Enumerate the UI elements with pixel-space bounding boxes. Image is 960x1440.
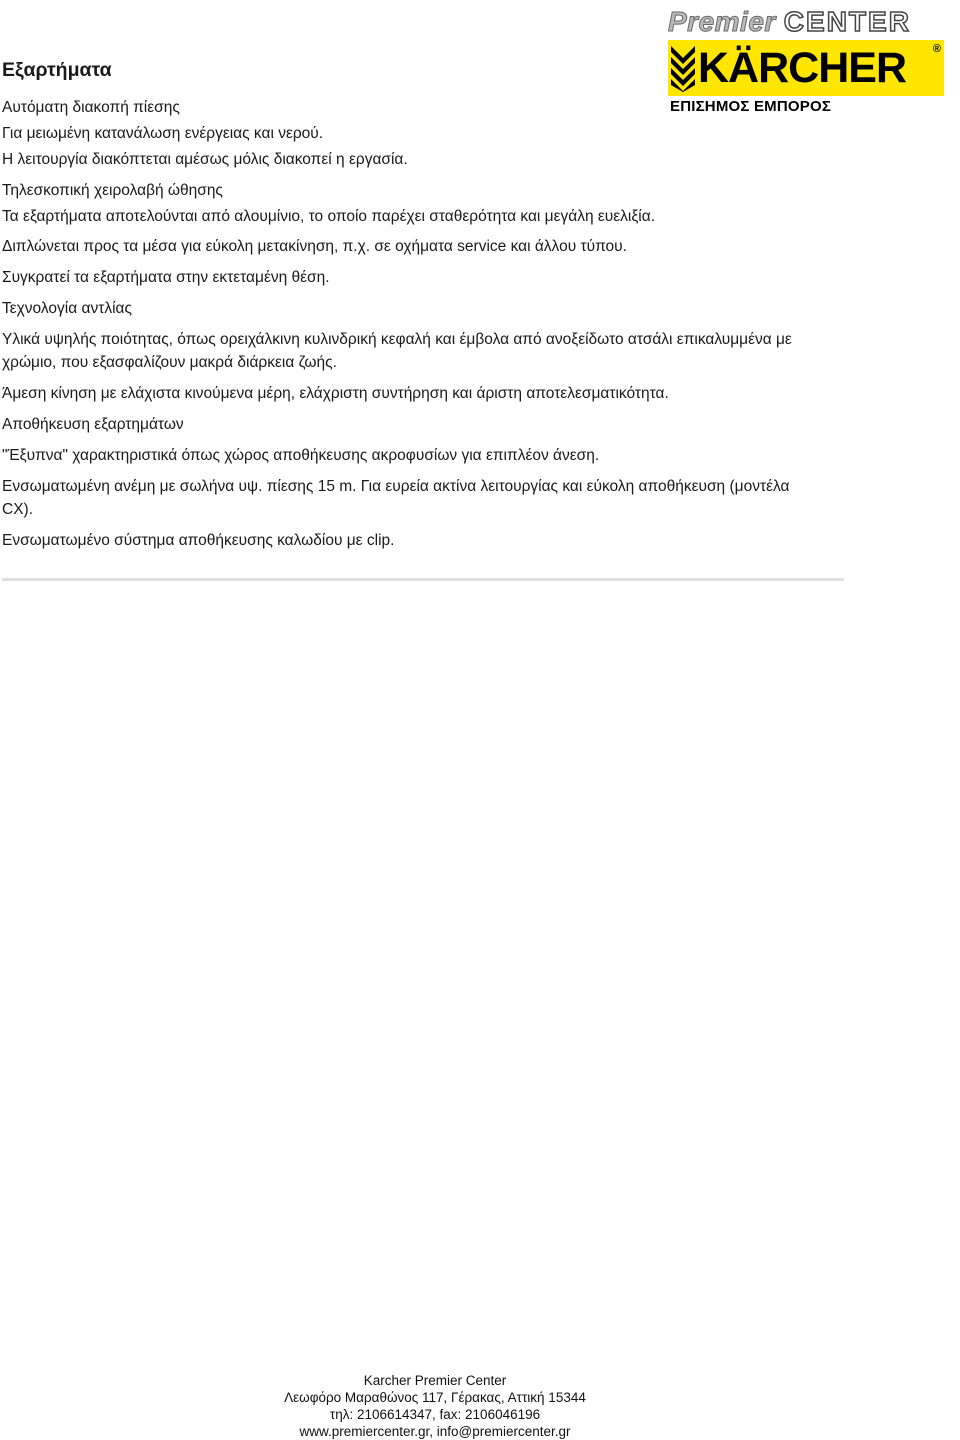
feature-text: Υλικά υψηλής ποιότητας, όπως ορειχάλκινη κυλινδρική κεφαλή και έμβολα από ανοξείδωτο ατσάλι επικαλυμμένα με χρώμιο, που εξασφαλίζουν μακρά διάρκεια ζωής. <box>2 331 792 371</box>
feature-title-telescopic-handle: Τηλεσκοπική χειρολαβή ώθησης <box>2 182 223 199</box>
footer-company: Karcher Premier Center <box>363 1373 507 1388</box>
horizontal-divider <box>2 578 844 581</box>
feature-text: "Έξυπνα" χαρακτηριστικά όπως χώρος αποθήκευσης ακροφυσίων για επιπλέον άνεση. <box>2 447 600 464</box>
feature-title-accessory-storage: Αποθήκευση εξαρτημάτων <box>2 416 184 433</box>
feature-title-auto-pressure-stop: Αυτόματη διακοπή πίεσης <box>2 99 180 116</box>
document-body <box>2 54 822 555</box>
footer-web: www.premiercenter.gr, info@premiercenter.gr <box>299 1424 571 1439</box>
feature-text: Διπλώνεται προς τα μέσα για εύκολη μετακίνηση, π.χ. σε οχήματα service και άλλου τύπου. <box>2 238 627 255</box>
feature-text: Η λειτουργία διακόπτεται αμέσως μόλις διακοπεί η εργασία. <box>2 151 408 168</box>
feature-text: Ενσωματωμένο σύστημα αποθήκευσης καλωδίου με clip. <box>2 532 395 549</box>
logo-premier-center-text <box>668 6 946 38</box>
footer-address: Λεωφόρο Μαραθώνος 117, Γέρακας, Αττική 15344 <box>284 1390 586 1405</box>
logo-registered-mark: ® <box>932 43 941 55</box>
feature-text: Τα εξαρτήματα αποτελούνται από αλουμίνιο, το οποίο παρέχει σταθερότητα και μεγάλη ευελιξία. <box>2 208 656 225</box>
section-heading: Εξαρτήματα <box>2 59 112 81</box>
logo-karcher-wordmark: KÄRCHER <box>698 44 906 92</box>
feature-text: Άμεση κίνηση με ελάχιστα κινούμενα μέρη, ελάχριστη συντήρηση και άριστη αποτελεσματικότητα. <box>2 385 669 402</box>
feature-text: Ενσωματωμένη ανέμη με σωλήνα υψ. πίεσης 15 m. Για ευρεία ακτίνα λειτουργίας και εύκολη αποθήκευση (μοντέλα CX). <box>2 478 790 518</box>
footer-phone: τηλ: 2106614347, fax: 2106046196 <box>329 1407 541 1422</box>
feature-text: Για μειωμένη κατανάλωση ενέργειας και νερού. <box>2 125 324 142</box>
feature-text: Συγκρατεί τα εξαρτήματα στην εκτεταμένη θέση. <box>2 269 330 286</box>
page-footer <box>0 1372 870 1440</box>
logo-official-dealer-text: ΕΠΙΣΗΜΟΣ ΕΜΠΟΡΟΣ <box>670 98 832 115</box>
feature-title-pump-technology: Τεχνολογία αντλίας <box>2 300 132 317</box>
logo-premier-word: Premier <box>668 6 776 37</box>
logo-center-word: CENTER <box>783 6 911 37</box>
